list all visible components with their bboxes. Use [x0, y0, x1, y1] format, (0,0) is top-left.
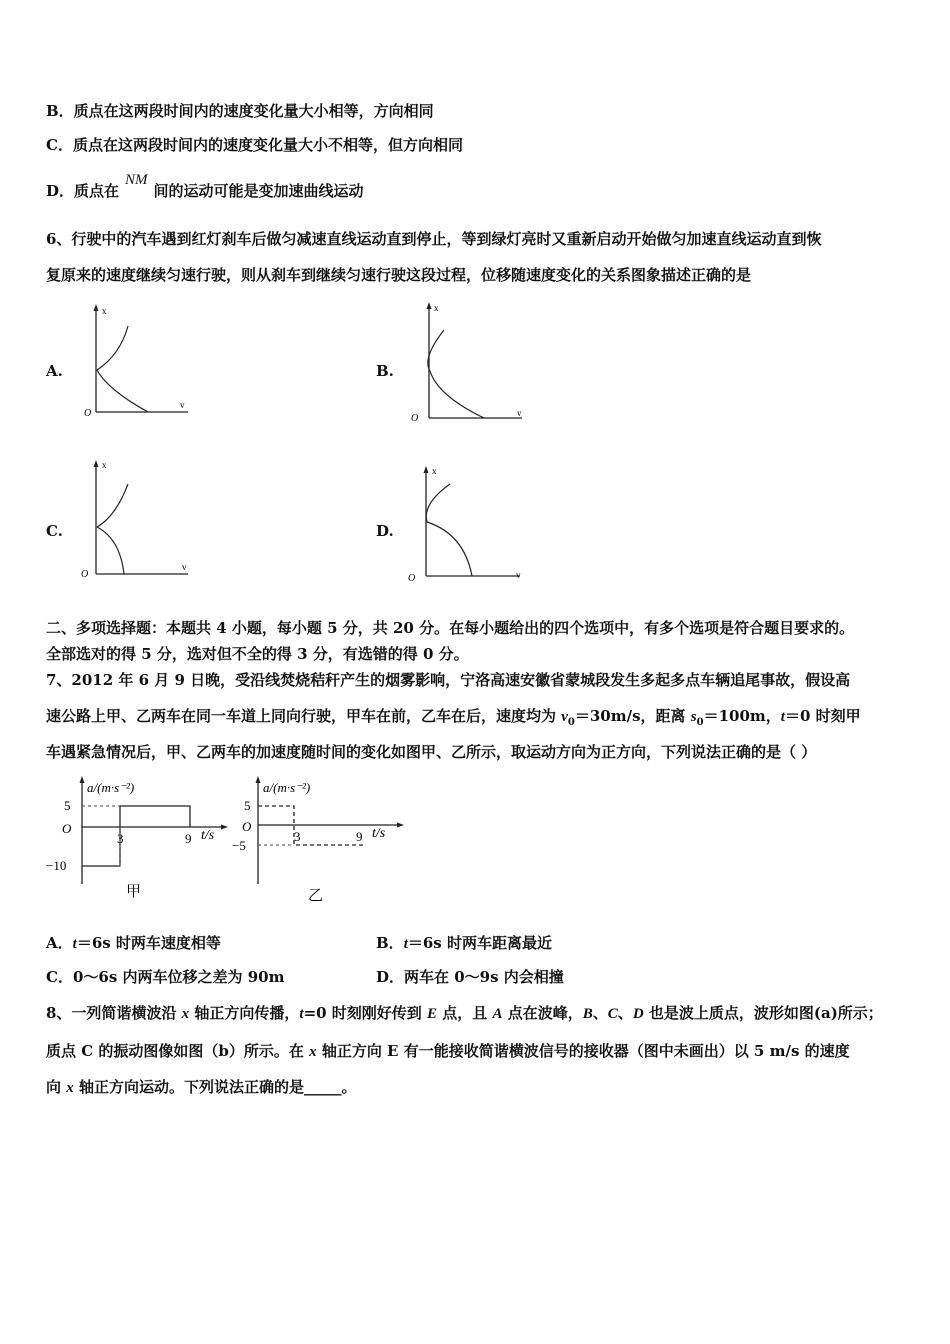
q8-l1-t: t — [299, 1006, 304, 1022]
q7-graph-yi — [230, 772, 410, 912]
yi-x3: 3 — [294, 829, 301, 844]
q6-label-a: A. — [46, 362, 63, 380]
q6-graph-c — [78, 454, 198, 582]
graph-a-y-arrow — [94, 304, 99, 311]
q8-l3-x: x — [66, 1080, 74, 1096]
q7-stem-line1: 7、2012 年 6 月 9 日晚，受沿线焚烧秸秆产生的烟雾影响，宁洛高速安徽省蒙城段发生多起多点车辆追尾事故，假设高 — [46, 671, 851, 689]
yi-origin: O — [242, 819, 252, 834]
q5-option-d-post: 间的运动可能是变加速曲线运动 — [153, 182, 364, 200]
q7-s0-sub: 0 — [696, 717, 704, 728]
q7-line2-a: 速公路上甲、乙两车在同一车道上同向行驶，甲车在前，乙车在后，速度均为 — [46, 707, 562, 725]
q7-v0: v — [561, 709, 568, 725]
graph-a-x-label: x — [102, 306, 107, 316]
q8-l1-h: 也是波上质点，波形如图(a)所示； — [643, 1004, 883, 1022]
q5-option-d — [46, 172, 364, 203]
q8-l1-C: C — [607, 1006, 618, 1022]
q5-option-d-nm: NM — [125, 172, 148, 188]
q5-option-b: B．质点在这两段时间内的速度变化量大小相等，方向相同 — [46, 102, 434, 120]
graph-a-v-label: v — [180, 400, 185, 410]
graph-a-upper-curve — [97, 326, 128, 370]
section2-line1: 二、多项选择题：本题共 4 小题，每小题 5 分，共 20 分。在每小题给出的四个选项中，有多个选项是符合题目要求的。 — [46, 619, 855, 637]
q8-l2-b: 轴正方向 E 有一能接收简谐横波信号的接收器（图中未画出）以 5 m/s 的速度 — [316, 1042, 850, 1060]
q7-line2-c: ＝100m， — [703, 707, 781, 725]
graph-c-v-label: v — [182, 562, 187, 572]
q8-l2-x: x — [309, 1044, 317, 1060]
q6-graph-d — [404, 460, 534, 584]
graph-c-x-label: x — [102, 460, 107, 470]
q7-s0: s — [690, 709, 697, 725]
q7-opt-a-t: t — [72, 936, 77, 952]
q6-stem-line2: 复原来的速度继续匀速行驶，则从刹车到继续匀速行驶这段过程，位移随速度变化的关系图象描述正确的是 — [46, 266, 752, 284]
q7-opt-b-pre: B． — [376, 934, 404, 952]
q7-option-d: D．两车在 0～9s 内会相撞 — [376, 968, 564, 986]
graph-c-lower-curve — [97, 527, 124, 574]
q8-l1-g: 、 — [617, 1004, 633, 1022]
q8-l1-D: D — [632, 1006, 644, 1022]
jia-y-10: −10 — [46, 858, 67, 873]
jia-y-label: a/(m·s⁻²) — [87, 780, 135, 795]
jia-y5: 5 — [64, 798, 71, 813]
graph-b-origin: O — [411, 413, 419, 424]
jia-t-arrow — [221, 825, 228, 830]
q8-l3-b: 轴正方向运动。下列说法正确的是_____。 — [73, 1078, 357, 1096]
graph-c-upper-curve — [97, 484, 128, 527]
yi-t-arrow — [397, 823, 404, 828]
graph-a-lower-curve — [97, 370, 148, 412]
q7-opt-b-t: t — [403, 936, 408, 952]
q8-l2-a: 质点 C 的振动图像如图（b）所示。在 — [46, 1042, 310, 1060]
q7-opt-a-pre: A． — [46, 934, 73, 952]
q7-option-a — [46, 932, 221, 955]
q8-l1-b: 轴正方向传播， — [189, 1004, 300, 1022]
graph-b-x-label: x — [434, 303, 439, 313]
q7-opt-b-post: ＝6s 时两车距离最近 — [407, 934, 552, 952]
yi-y5: 5 — [244, 798, 251, 813]
yi-y-5: −5 — [232, 838, 246, 853]
yi-x9: 9 — [356, 829, 363, 844]
q5-option-d-pre: D．质点在 — [46, 182, 120, 200]
q6-graph-a — [78, 300, 198, 420]
q7-option-c: C．0～6s 内两车位移之差为 90m — [46, 968, 285, 986]
graph-d-v-label: v — [516, 570, 521, 580]
q7-v0-sub: 0 — [567, 717, 575, 728]
q7-opt-a-post: ＝6s 时两车速度相等 — [76, 934, 221, 952]
section2-line2: 全部选对的得 5 分，选对但不全的得 3 分，有选错的得 0 分。 — [46, 645, 469, 663]
jia-x3: 3 — [117, 831, 124, 846]
graph-b-upper-curve — [428, 330, 444, 371]
q7-stem-line2 — [46, 705, 861, 734]
q7-line2-d: ＝0 时刻甲 — [784, 707, 861, 725]
q6-stem-line1: 6、行驶中的汽车遇到红灯刹车后做匀减速直线运动直到停止，等到绿灯亮时又重新启动开始做匀加速直线运动直到恢 — [46, 230, 822, 248]
q8-l1-c: =0 时刻刚好传到 — [303, 1004, 428, 1022]
q5-option-c: C．质点在这两段时间内的速度变化量大小不相等，但方向相同 — [46, 136, 463, 154]
q8-l1-x: x — [181, 1006, 190, 1022]
jia-accel-line — [82, 806, 190, 866]
q7-graph-jia — [44, 772, 234, 912]
q8-l3-a: 向 — [46, 1078, 67, 1096]
q8-l1-e: 点在波峰， — [502, 1004, 583, 1022]
graph-b-y-arrow — [427, 302, 432, 309]
graph-b-lower-curve — [430, 371, 484, 418]
q7-option-b — [376, 932, 552, 955]
q8-l1-E: E — [427, 1006, 438, 1022]
q6-graph-b — [404, 298, 534, 426]
jia-caption: 甲 — [126, 884, 142, 900]
q8-stem-line2 — [46, 1040, 850, 1063]
jia-origin: O — [62, 821, 72, 836]
graph-d-y-arrow — [424, 466, 429, 473]
jia-y-arrow — [80, 776, 85, 783]
q7-t: t — [780, 709, 785, 725]
q6-label-c: C. — [46, 522, 63, 540]
jia-x-label: t/s — [201, 828, 215, 843]
q6-label-b: B. — [376, 362, 394, 380]
yi-caption: 乙 — [308, 888, 324, 904]
q6-label-d: D. — [376, 522, 394, 540]
graph-d-origin: O — [408, 573, 416, 584]
q8-l1-B: B — [582, 1006, 593, 1022]
graph-d-upper-curve — [426, 484, 450, 522]
q8-l1-f: 、 — [592, 1004, 608, 1022]
q7-line2-b: ＝30m/s，距离 — [574, 707, 691, 725]
graph-d-x-label: x — [432, 466, 437, 476]
q8-l1-a: 8、一列简谐横波沿 — [46, 1004, 182, 1022]
graph-a-origin: O — [84, 408, 92, 419]
graph-c-origin: O — [81, 569, 89, 580]
q8-stem-line3 — [46, 1076, 356, 1099]
q8-stem-line1 — [46, 1002, 883, 1025]
yi-y-arrow — [256, 776, 261, 783]
graph-b-v-label: v — [517, 408, 522, 418]
yi-y-label: a/(m·s⁻²) — [263, 780, 311, 795]
jia-x9: 9 — [185, 831, 192, 846]
graph-d-lower-curve — [427, 522, 472, 576]
q8-l1-A: A — [492, 1006, 503, 1022]
graph-c-y-arrow — [94, 460, 99, 467]
yi-x-label: t/s — [372, 826, 386, 841]
q7-stem-line3: 车遇紧急情况后，甲、乙两车的加速度随时间的变化如图甲、乙所示，取运动方向为正方向，下列说法正确的是（ ） — [46, 743, 817, 761]
q8-l1-d: 点，且 — [437, 1004, 493, 1022]
